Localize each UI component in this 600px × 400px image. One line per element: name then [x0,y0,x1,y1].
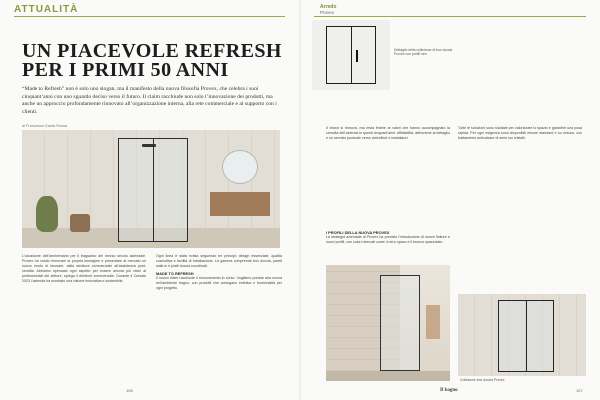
section-rule-right [314,16,586,17]
body-text: Il nuovo claim racchiude il rinnovamento in corso. Vogliamo portare aria nuova nell’ambiente bagno, con prodotti che coniugano estetica e funzionalità per ogni progetto. [156,276,282,290]
photo-shower-enclosure [118,138,188,242]
inset-handle [356,50,358,62]
photo-vanity [210,192,270,216]
article-lead: “Made to Refresh” non è solo uno slogan, ma il manifesto della nuova filosofia Provex, che celebra i suoi cinquant’anni con uno sguardo deciso verso il futuro. Il claim racchiude non solo l’innovazione dei prodotti, ma anche un approccio profondamente rinnovato all’organizzazione interna, alla rete commerciale e al supporto con i clienti. [22,86,277,115]
spread-fold [299,0,301,400]
body-column-right-1: Il brand si rinnova, ma resta fedele ai valori che hanno accompagnato la crescita dell’azienda in questi cinquant’anni: affidabilità, attenzione al dettaglio e un servizio puntuale verso rivenditori e installatori. [326,126,451,140]
body-column-left-2 [156,254,282,291]
subhead-left: MADE TO REFRESH [156,271,194,276]
article-headline: UN PIACEVOLE REFRESH PER I PRIMI 50 ANNI [22,40,282,81]
page-number-left: 106 [126,388,133,393]
magazine-logo: Il bagno [440,388,458,393]
body-text: Ogni linea è stata rivista seguendo tre principi: design essenziale, qualità costruttiva e facilità di installazione. La gamma comprende box doccia, pareti walk-in e piatti doccia coordinati. [156,254,282,268]
photo-towel [426,305,440,339]
photo-shower-tray [326,371,450,381]
photo-shower-head [142,144,156,147]
section-label: ATTUALITÀ [14,4,79,15]
inset-caption: Dettaglio della collezione di box doccia Provex con profili neri [394,48,453,57]
body-column-left-1: L’occasione dell’anniversario per il traguardo del mezzo secolo aziendale. Provex ha voluto rinnovare la propria immagine e presentare al mercato un nuovo modo di lavorare, dalla struttura commerciale all’assistenza post-vendita. Abbiamo ripensato ogni aspetto per essere ancora più vicini ai professionisti del settore, spiega il direttore commerciale. Durante il Cersaie 2023 l’azienda ha mostrato una visione innovativa e sostenibile. [22,254,146,283]
brand-tag: Arredo [320,4,337,10]
section-rule [14,16,285,17]
photo-stool [70,214,90,232]
inset-shower-photo [312,20,390,90]
shower-photo-bottom [458,294,586,376]
body-text: La strategia aziendale di Provex ha previsto l’introduzione di nuove finiture e nuovi profili, con colori ricercati come il nero opaco e il bronzo spazzolato. [326,235,450,244]
photo-walk-in-screen [380,275,420,371]
photo-mirror [222,150,258,184]
page-number-right: 107 [576,388,583,393]
photo-plant [36,196,58,232]
body-column-right-2: Tutte le soluzioni sono studiate per valorizzare lo spazio e garantire una posa rapida. Per ogni esigenza sono disponibili misure standard e su misura, con trattamento anticalcare di serie sui cristalli. [458,126,582,140]
hero-bathroom-photo [22,130,280,248]
brand-subtag: Provex [320,10,335,15]
body-column-right-1b [326,230,450,245]
subhead-right: I PROFILI DELLA NUOVA PROVEX [326,230,390,235]
photo-glass-enclosure [498,300,554,372]
bottom-caption: Collezione box doccia Provex [460,378,505,382]
article-byline: di Francesca Gaeta Rossa [22,124,67,128]
bathroom-photo-right [326,265,450,381]
inset-frame [326,26,376,84]
